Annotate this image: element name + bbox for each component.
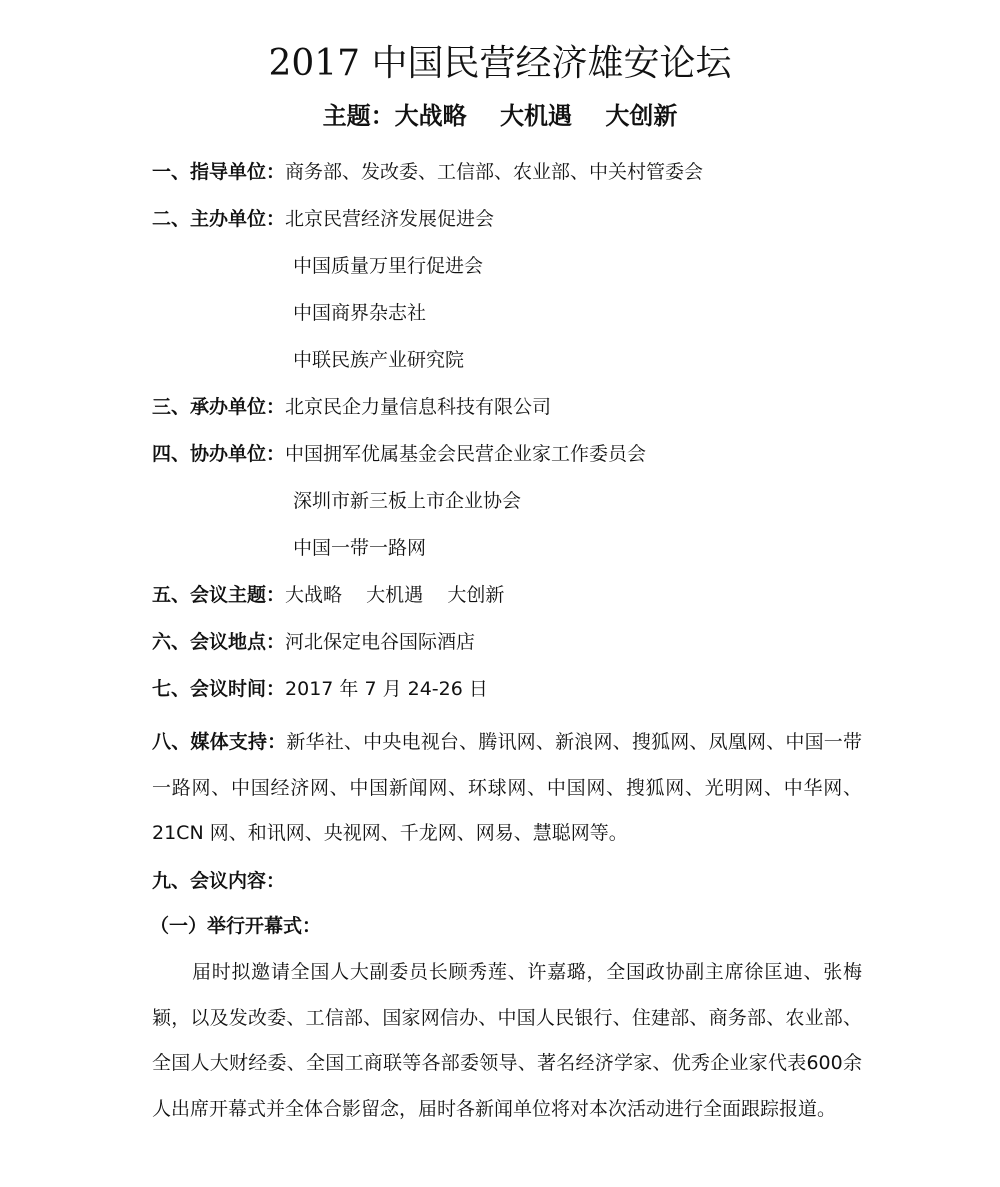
host-label: 二、主办单位： bbox=[152, 208, 286, 230]
co-organizer-label: 四、协办单位： bbox=[152, 443, 286, 465]
host-value-3: 中国商界杂志社 bbox=[293, 302, 427, 324]
content-label: 九、会议内容： bbox=[152, 870, 286, 892]
co-organizer-line-3 bbox=[293, 533, 426, 563]
media-paragraph bbox=[152, 720, 862, 857]
organizer-line bbox=[152, 392, 551, 422]
host-value-2: 中国质量万里行促进会 bbox=[293, 255, 484, 277]
host-value-1: 北京民营经济发展促进会 bbox=[285, 208, 495, 230]
opening-paragraph: 届时拟邀请全国人大副委员长顾秀莲、许嘉璐，全国政协副主席徐匡迪、张梅颖，以及发改委、工信部、国家网信办、中国人民银行、住建部、商务部、农业部、全国人大财经委、全国工商联等各部委领导、著名经济学家、优秀企业家代表600余人出席开幕式并全体合影留念，届时各新闻单位将对本次活动进行全面跟踪报道。 bbox=[152, 961, 862, 1120]
host-line-2 bbox=[293, 251, 483, 281]
venue-value: 河北保定电谷国际酒店 bbox=[285, 631, 476, 653]
media-label: 八、媒体支持： bbox=[152, 731, 287, 753]
guide-value: 商务部、发改委、工信部、农业部、中关村管委会 bbox=[285, 161, 704, 183]
time-line bbox=[152, 674, 488, 704]
opening-line bbox=[150, 911, 321, 941]
co-organizer-value-1: 中国拥军优属基金会民营企业家工作委员会 bbox=[285, 443, 647, 465]
theme-value: 大战略 大机遇 大创新 bbox=[285, 584, 505, 606]
guide-label: 一、指导单位： bbox=[152, 161, 286, 183]
time-label: 七、会议时间： bbox=[152, 678, 286, 700]
co-organizer-line-2 bbox=[293, 486, 521, 516]
media-value: 新华社、中央电视台、腾讯网、新浪网、搜狐网、凤凰网、中国一带一路网、中国经济网、中国新闻网、环球网、中国网、搜狐网、光明网、中华网、21CN 网、和讯网、央视网、千龙网、网易、慧聪网等。 bbox=[152, 731, 862, 844]
venue-line bbox=[152, 627, 475, 657]
content-line bbox=[152, 866, 285, 896]
guide-line bbox=[152, 157, 703, 187]
document-title: 2017 中国民营经济雄安论坛 bbox=[268, 43, 732, 84]
host-line-3 bbox=[293, 298, 426, 328]
host-line bbox=[152, 204, 494, 234]
venue-label: 六、会议地点： bbox=[152, 631, 286, 653]
time-value: 2017 年 7 月 24-26 日 bbox=[285, 678, 488, 700]
opening-label: （一）举行开幕式： bbox=[150, 915, 322, 937]
host-line-4 bbox=[293, 345, 464, 375]
host-value-4: 中联民族产业研究院 bbox=[293, 349, 465, 371]
organizer-value: 北京民企力量信息科技有限公司 bbox=[285, 396, 552, 418]
document-subtitle: 主题：大战略 大机遇 大创新 bbox=[322, 102, 678, 130]
organizer-label: 三、承办单位： bbox=[152, 396, 286, 418]
co-organizer-value-3: 中国一带一路网 bbox=[293, 537, 427, 559]
co-organizer-value-2: 深圳市新三板上市企业协会 bbox=[293, 490, 522, 512]
theme-line bbox=[152, 580, 504, 610]
theme-label: 五、会议主题： bbox=[152, 584, 286, 606]
co-organizer-line bbox=[152, 439, 646, 469]
